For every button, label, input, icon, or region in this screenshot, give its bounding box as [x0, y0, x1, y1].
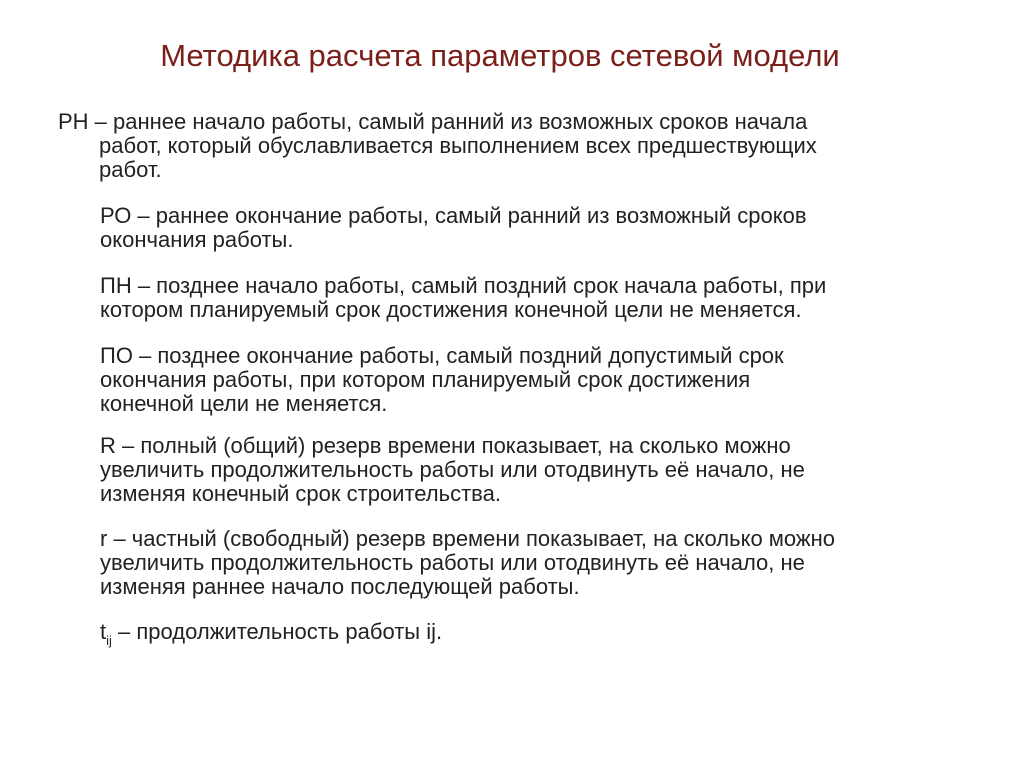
definition-line: r – частный (свободный) резерв времени показывает, на сколько можно	[100, 526, 836, 551]
tij-line	[100, 619, 443, 648]
definition-r-partial	[100, 527, 835, 599]
definition-line: изменяя раннее начало последующей работы.	[100, 574, 580, 599]
definition-line: РО – раннее окончание работы, самый ранний из возможный сроков	[100, 203, 807, 228]
tij-symbol: t	[100, 619, 107, 644]
definition-line: ПН – позднее начало работы, самый поздний срок начала работы, при	[100, 273, 827, 298]
definition-line: конечной цели не меняется.	[100, 391, 388, 416]
definition-line: окончания работы, при котором планируемый срок достижения	[100, 367, 751, 392]
tij-subscript: ij	[106, 633, 112, 648]
definition-line: увеличить продолжительность работы или отодвинуть её начало, не	[100, 457, 805, 482]
definition-line: работ.	[99, 157, 162, 182]
definition-line: РН – раннее начало работы, самый ранний из возможных сроков начала	[58, 109, 808, 134]
definition-r-full	[100, 434, 805, 506]
tij-text: – продолжительность работы ij.	[111, 619, 443, 644]
definition-line: изменяя конечный срок строительства.	[100, 481, 501, 506]
definition-line: ПО – позднее окончание работы, самый поздний допустимый срок	[100, 343, 784, 368]
definition-ro	[100, 204, 807, 252]
definition-line: увеличить продолжительность работы или отодвинуть её начало, не	[100, 550, 805, 575]
definition-pn	[100, 274, 826, 322]
definition-line: работ, который обуславливается выполнением всех предшествующих	[99, 133, 817, 158]
definition-rn	[58, 110, 817, 182]
definition-line: окончания работы.	[100, 227, 294, 252]
definition-po	[100, 344, 784, 416]
definition-line: котором планируемый срок достижения конечной цели не меняется.	[100, 297, 802, 322]
definition-line: R – полный (общий) резерв времени показывает, на сколько можно	[100, 433, 791, 458]
slide-title: Методика расчета параметров сетевой модели	[160, 38, 840, 73]
definition-tij	[100, 619, 443, 648]
